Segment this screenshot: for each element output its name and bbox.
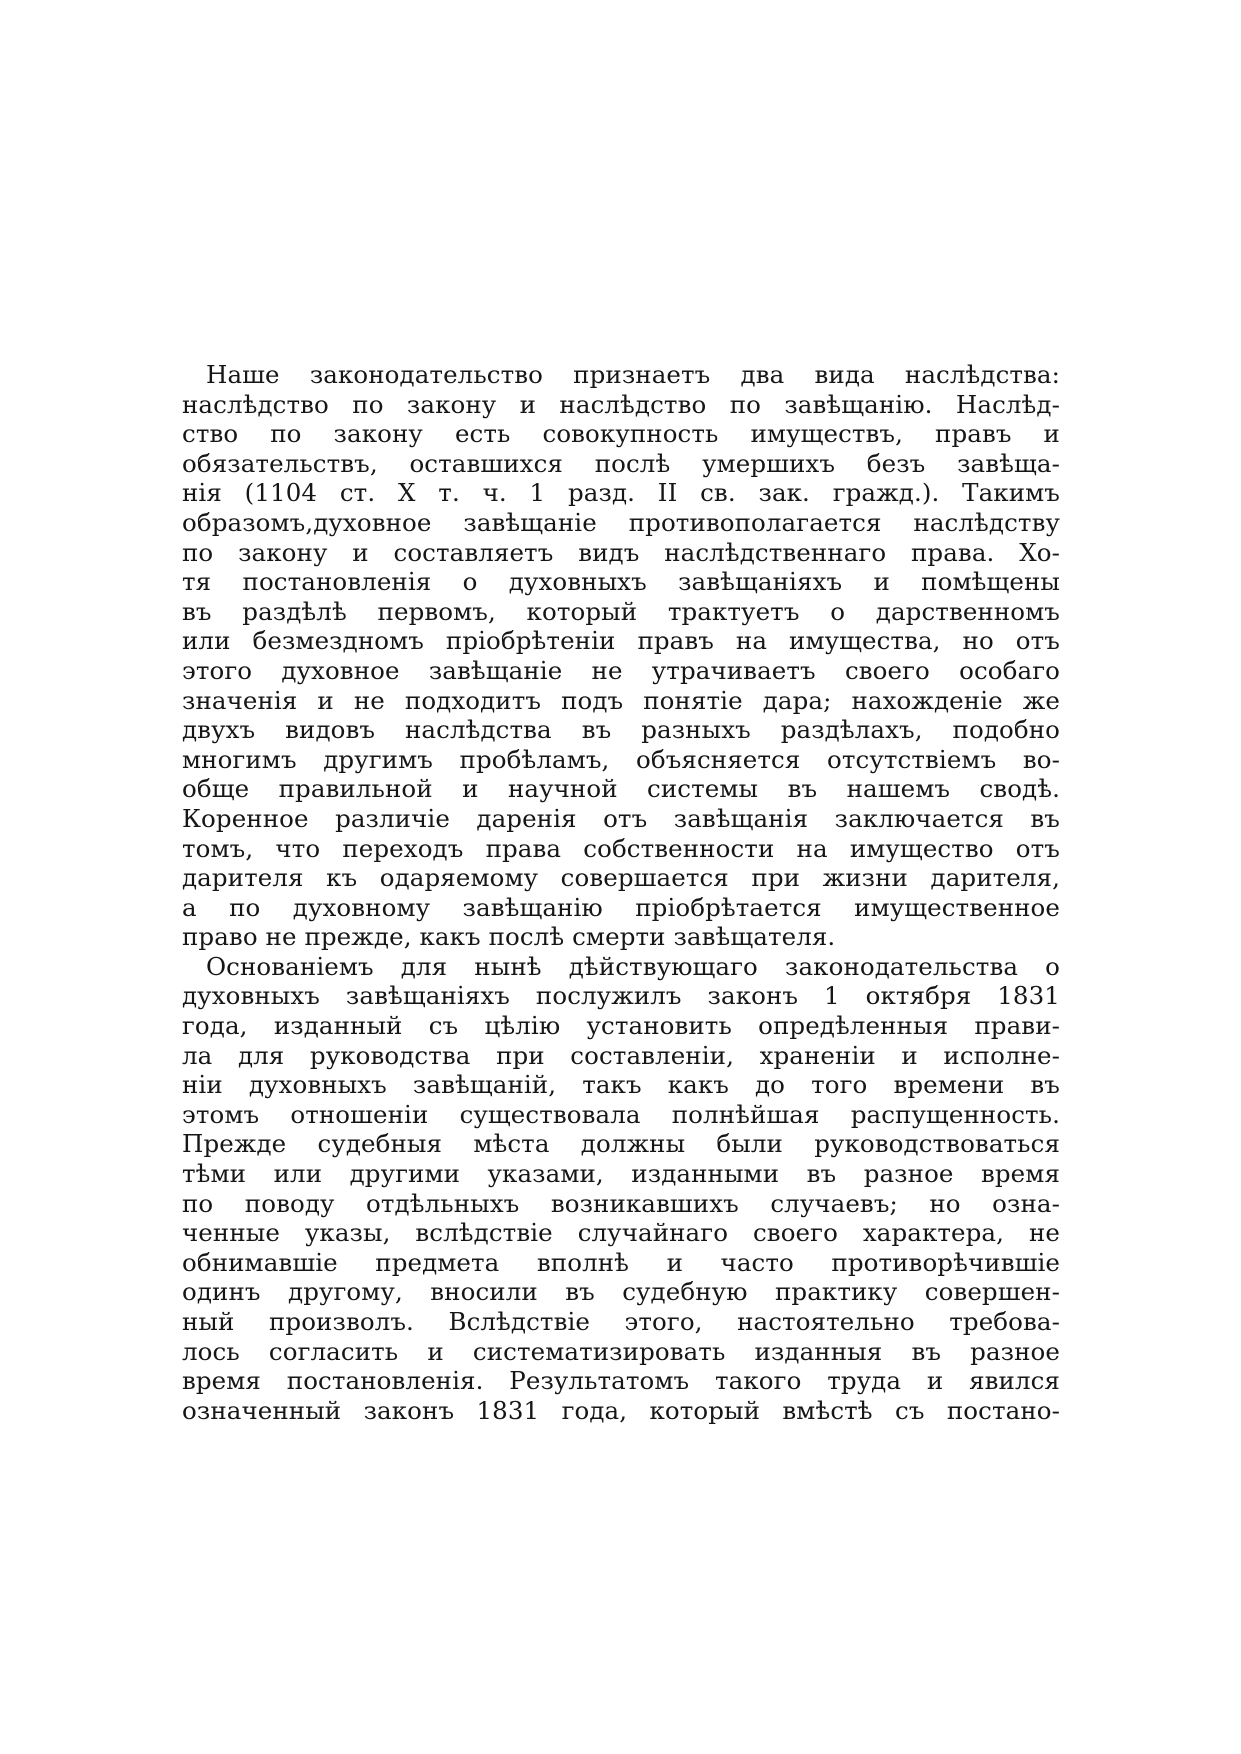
text-line: тѣми или другими указами, изданными въ разное время — [182, 1159, 1060, 1189]
text-line: ный произволъ. Вслѣдствіе этого, настоятельно требова- — [182, 1307, 1060, 1336]
text-line: тя постановленія о духовныхъ завѣщаніяхъ и помѣщены — [182, 567, 1060, 597]
text-line: наслѣдство по закону и наслѣдство по завѣщанію. Наслѣд- — [182, 389, 1060, 419]
text-line: одинъ другому, вносили въ судебную практику совершен- — [182, 1277, 1060, 1307]
text-line: Наше законодательство признаетъ два вида наслѣдства: — [206, 360, 1060, 389]
text-line: или безмездномъ пріобрѣтеніи правъ на имущества, но отъ — [182, 626, 1060, 656]
text-line: двухъ видовъ наслѣдства въ разныхъ раздѣлахъ, подобно — [182, 715, 1060, 745]
text-line: нія (1104 ст. X т. ч. 1 разд. II св. зак. гражд.). Такимъ — [182, 478, 1060, 508]
text-line: обязательствъ, оставшихся послѣ умершихъ безъ завѣща- — [182, 448, 1060, 478]
text-line: томъ, что переходъ права собственности на имущество отъ — [182, 833, 1060, 863]
text-line: года, изданный съ цѣлію установить опредѣленныя прави- — [182, 1011, 1060, 1041]
text-line: обще правильной и научной системы въ нашемъ сводѣ. — [182, 774, 1060, 804]
text-line: право не прежде, какъ послѣ смерти завѣщателя. — [182, 922, 836, 952]
text-line: дарителя къ одаряемому совершается при жизни дарителя, — [182, 863, 1060, 893]
text-line: ченные указы, вслѣдствіе случайнаго своего характера, не — [182, 1218, 1060, 1248]
text-line: ніи духовныхъ завѣщаній, такъ какъ до того времени въ — [182, 1070, 1060, 1100]
text-line: по закону и составляетъ видъ наслѣдственнаго права. Хо- — [182, 537, 1060, 567]
text-line: означенный законъ 1831 года, который вмѣстѣ съ постано- — [182, 1395, 1060, 1425]
text-line: время постановленія. Результатомъ такого труда и явился — [182, 1366, 1060, 1396]
text-line: многимъ другимъ пробѣламъ, объясняется отсутствіемъ во- — [182, 744, 1060, 774]
paragraph-2 — [182, 952, 1060, 1426]
text-line: обнимавшіе предмета вполнѣ и часто противорѣчившіе — [182, 1247, 1060, 1277]
text-line: въ раздѣлѣ первомъ, который трактуетъ о дарственномъ — [182, 596, 1060, 626]
text-line: по поводу отдѣльныхъ возникавшихъ случаевъ; но озна- — [182, 1188, 1060, 1218]
text-line: Коренное различіе даренія отъ завѣщанія заключается въ — [182, 803, 1060, 833]
text-line: этого духовное завѣщаніе не утрачиваетъ своего особаго — [182, 655, 1060, 685]
text-line: этомъ отношеніи существовала полнѣйшая распущенность. — [182, 1099, 1060, 1129]
text-line: Основаніемъ для нынѣ дѣйствующаго законодательства о — [206, 951, 1060, 981]
paragraph-1 — [182, 360, 1060, 952]
body-text — [182, 360, 1060, 1425]
text-line: образомъ,духовное завѣщаніе противополагается наслѣдству — [182, 507, 1060, 537]
text-line: значенія и не подходитъ подъ понятіе дара; нахожденіе же — [182, 685, 1060, 715]
text-line: лось согласить и систематизировать изданныя въ разное — [182, 1336, 1060, 1366]
text-line: а по духовному завѣщанію пріобрѣтается имущественное — [182, 892, 1060, 922]
text-line: ла для руководства при составленіи, храненіи и исполне- — [182, 1040, 1060, 1070]
text-line: ство по закону есть совокупность имуществъ, правъ и — [182, 419, 1060, 449]
text-line: Прежде судебныя мѣста должны были руководствоваться — [182, 1129, 1060, 1159]
text-line: духовныхъ завѣщаніяхъ послужилъ законъ 1 октября 1831 — [182, 981, 1060, 1011]
